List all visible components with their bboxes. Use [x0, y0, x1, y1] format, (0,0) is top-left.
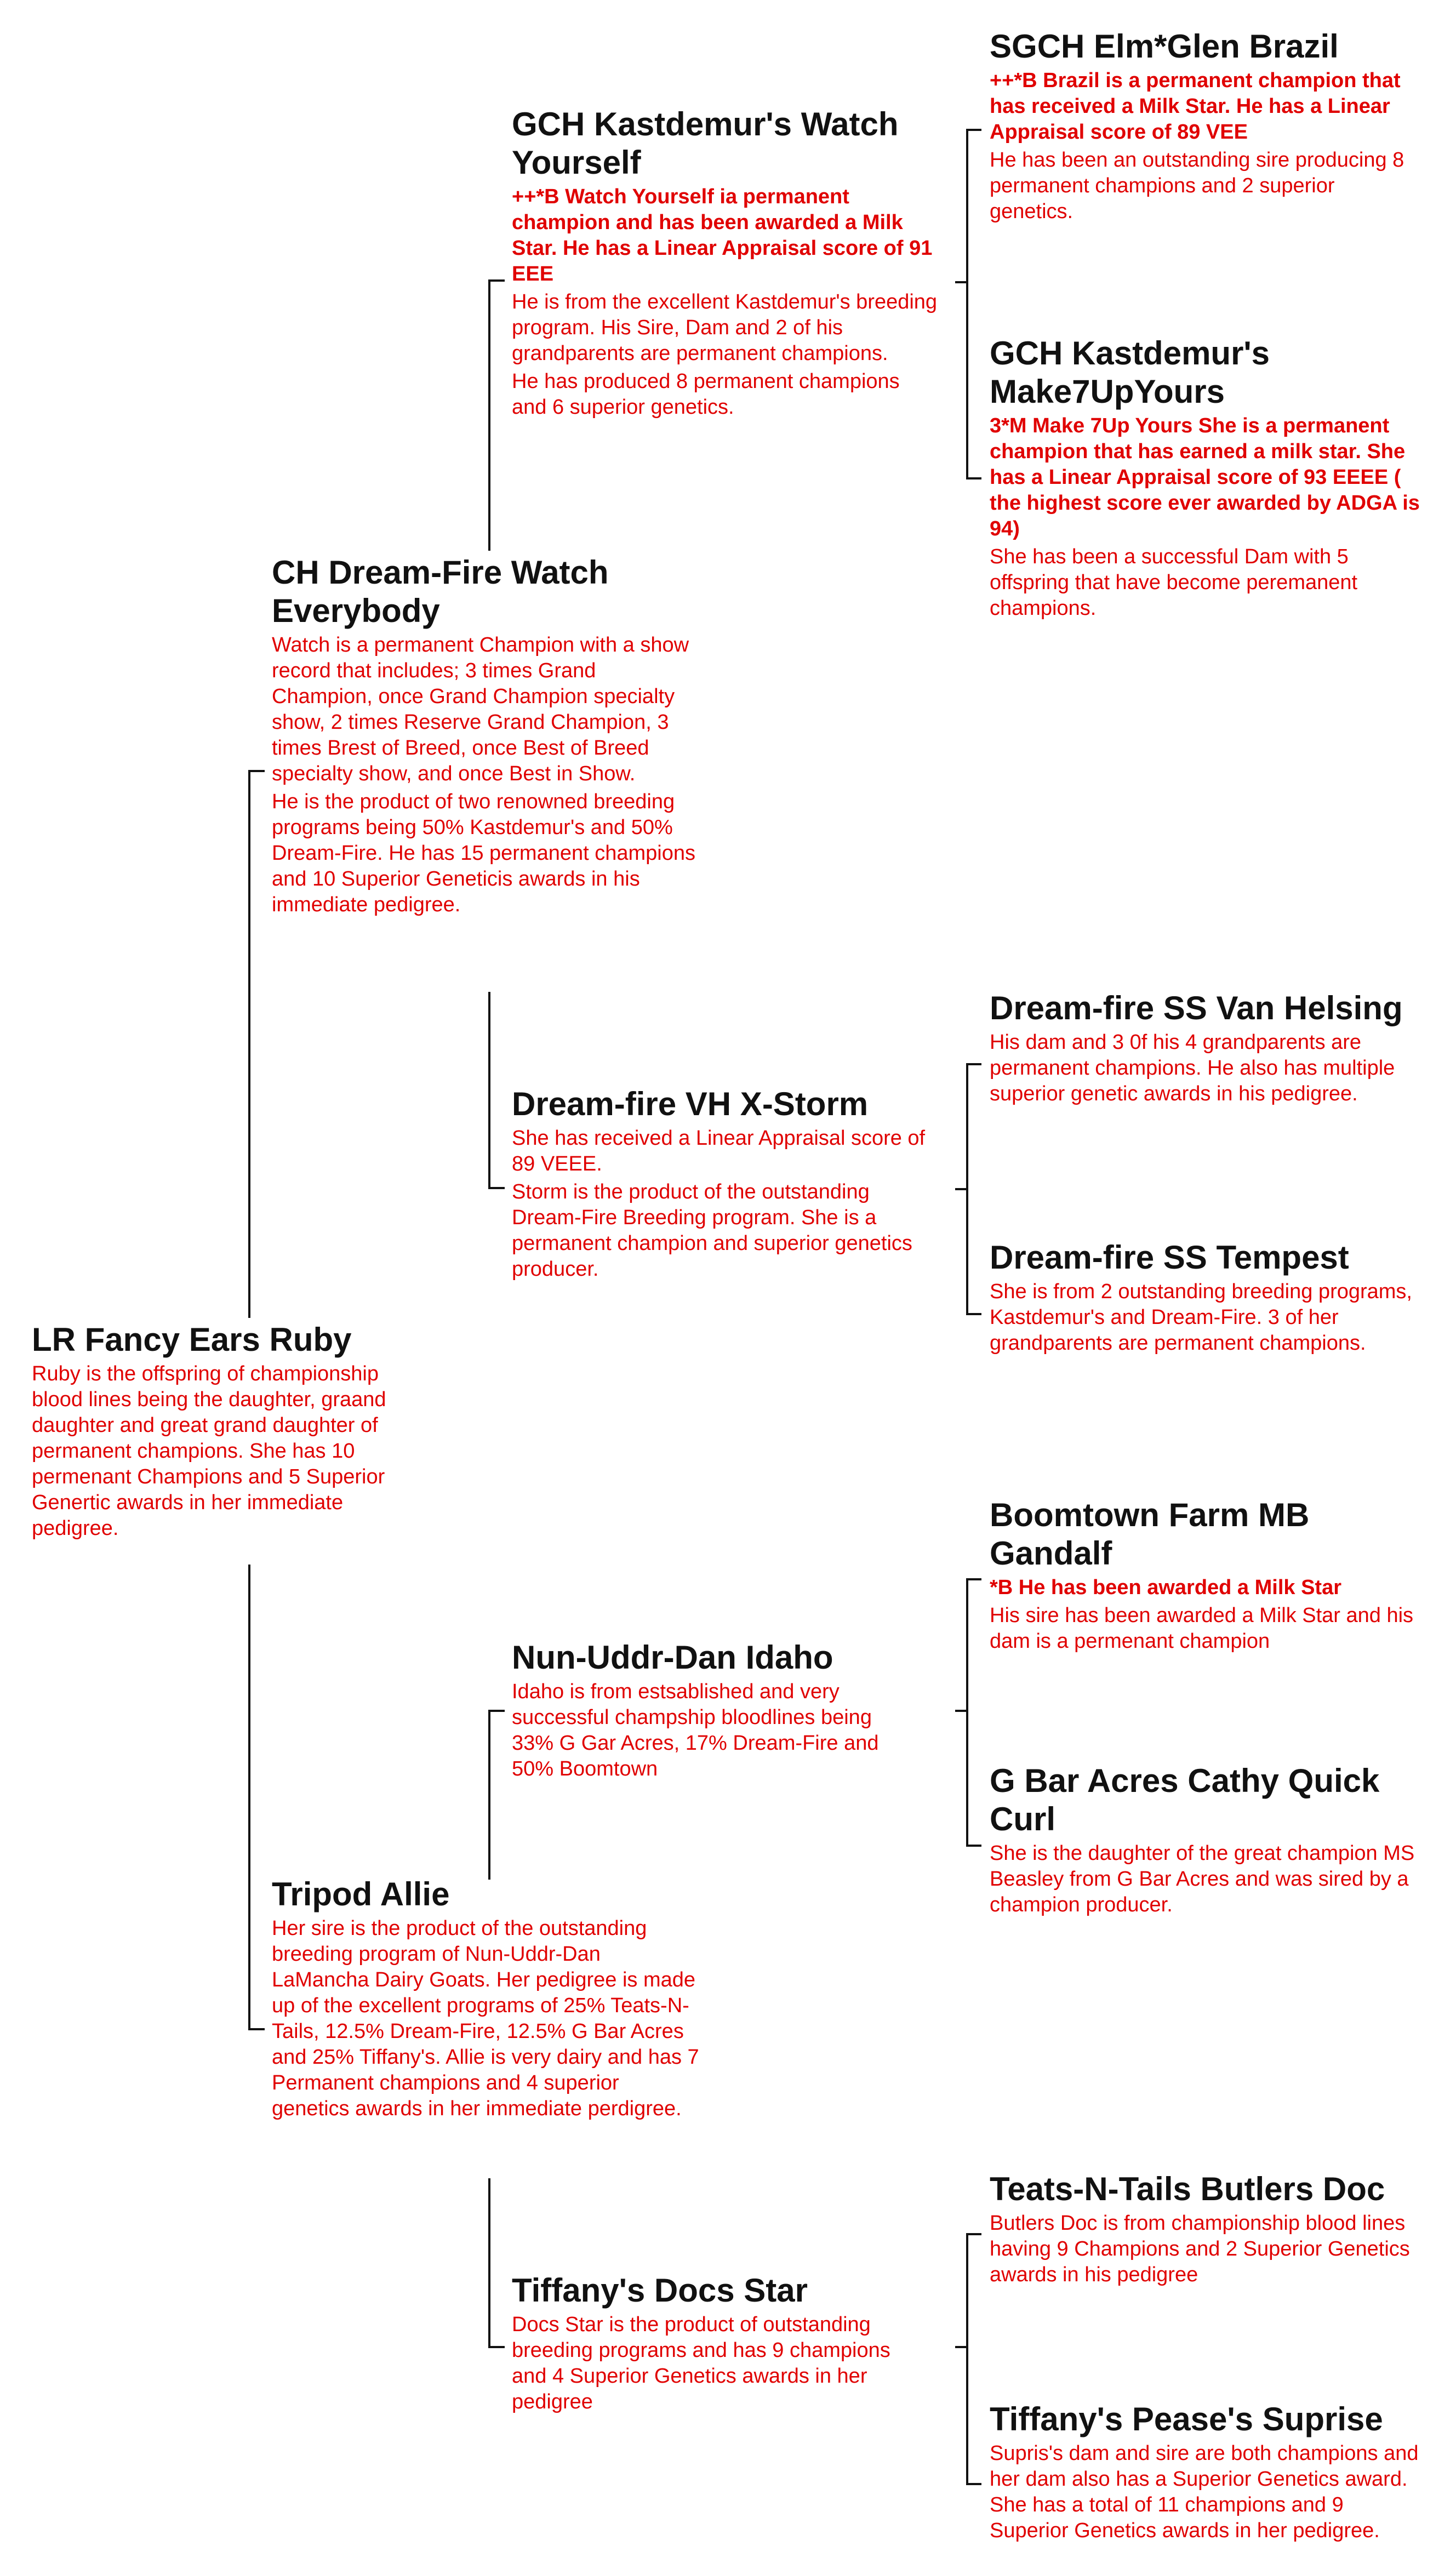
- sd-sire-name: Dream-fire SS Van Helsing: [990, 990, 1403, 1026]
- bracket-sire-dam-tick: [488, 1187, 505, 1189]
- dam-sire-name: Nun-Uddr-Dan Idaho: [512, 1639, 833, 1676]
- bracket-ss: [966, 129, 968, 479]
- pedigree-dd-dam: [990, 2400, 1423, 2544]
- stub-dam-sire: [955, 1710, 966, 1712]
- sire-sire-name: GCH Kastdemur's Watch Yourself: [512, 106, 899, 181]
- ss-sire-name: SGCH Elm*Glen Brazil: [990, 28, 1339, 65]
- sire-sire-award: ++*B Watch Yourself ia permanent champion and has been awarded a Milk Star. He has a Linear Appraisal score of 91 EEE: [512, 185, 933, 286]
- dd-dam-name: Tiffany's Pease's Suprise: [990, 2401, 1383, 2437]
- pedigree-sire-dam: [512, 1085, 939, 1282]
- pedigree-dam: [272, 1875, 699, 2122]
- ss-dam-name: GCH Kastdemur's Make7UpYours: [990, 335, 1270, 410]
- bracket-sd-bottom: [966, 1313, 981, 1315]
- pedigree-ss-dam: [990, 334, 1423, 621]
- sd-dam-description: She is from 2 outstanding breeding programs, Kastdemur's and Dream-Fire. 3 of her grandparents are permanent champions.: [990, 1280, 1412, 1355]
- pedigree-dam-sire: [512, 1638, 917, 1782]
- ds-sire-name: Boomtown Farm MB Gandalf: [990, 1497, 1310, 1572]
- sire-name: CH Dream-Fire Watch Everybody: [272, 554, 609, 629]
- dam-description: Her sire is the product of the outstanding breeding program of Nun-Uddr-Dan LaMancha Dairy Goats. Her pedigree is made up of the excellent programs of 25% Teats-N-Tails, 12.5% Dream-Fire, 12.5% G Bar Acres and 25% Tiffany's. Allie is very dairy and has 7 Permanent champions and 4 superior genetics awards in her immediate perdigree.: [272, 1917, 699, 2120]
- pedigree-ss-sire: [990, 27, 1423, 225]
- bracket-sd: [966, 1063, 968, 1315]
- sire-description-2: He is the product of two renowned breeding programs being 50% Kastdemur's and 50% Dream-Fire. He has 15 permanent champions and 10 Superior Geneticis awards in his immediate pedigree.: [272, 790, 696, 916]
- dam-name: Tripod Allie: [272, 1876, 450, 1912]
- sire-sire-description-1: He is from the excellent Kastdemur's breeding program. His Sire, Dam and 2 of his grandparents are permanent champions.: [512, 290, 938, 365]
- sire-dam-description-2: Storm is the product of the outstanding Dream-Fire Breeding program. She is a permanent champion and superior genetics producer.: [512, 1180, 912, 1281]
- stub-dam-dam: [955, 2346, 966, 2348]
- bracket-dam-sire-tick: [488, 1710, 505, 1712]
- dd-sire-name: Teats-N-Tails Butlers Doc: [990, 2171, 1385, 2207]
- bracket-sire-tick: [248, 770, 265, 772]
- ss-sire-award: ++*B Brazil is a permanent champion that has received a Milk Star. He has a Linear Appraisal score of 89 VEE: [990, 69, 1401, 144]
- dam-dam-description: Docs Star is the product of outstanding breeding programs and has 9 champions and 4 Superior Genetics awards in her pedigree: [512, 2313, 890, 2413]
- ds-dam-description: She is the daughter of the great champion MS Beasley from G Bar Acres and was sired by a champion producer.: [990, 1842, 1415, 1916]
- stub-sire-dam: [955, 1188, 966, 1190]
- sire-dam-name: Dream-fire VH X-Storm: [512, 1086, 869, 1122]
- connector-dam-to-dam-sire: [488, 1710, 490, 1880]
- sire-sire-description-2: He has produced 8 permanent champions and 6 superior genetics.: [512, 370, 900, 419]
- ds-dam-name: G Bar Acres Cathy Quick Curl: [990, 1762, 1380, 1837]
- bracket-ds: [966, 1578, 968, 1847]
- ss-dam-description: She has been a successful Dam with 5 offspring that have become peremanent champions.: [990, 545, 1358, 620]
- connector-subject-to-sire: [248, 770, 250, 1318]
- dd-sire-description: Butlers Doc is from championship blood lines having 9 Champions and 2 Superior Genetics awards in his pedigree: [990, 2212, 1410, 2286]
- pedigree-sire-sire: [512, 105, 939, 420]
- bracket-ss-bottom: [966, 477, 981, 479]
- pedigree-ds-dam: [990, 1762, 1423, 1918]
- bracket-dd-top: [966, 2233, 981, 2235]
- bracket-sd-top: [966, 1063, 981, 1065]
- pedigree-sd-sire: [990, 989, 1423, 1107]
- subject-name: LR Fancy Ears Ruby: [32, 1321, 352, 1358]
- sd-sire-description: His dam and 3 0f his 4 grandparents are permanent champions. He also has multiple superior genetic awards in his pedigree.: [990, 1031, 1395, 1105]
- connector-sire-to-sire-dam: [488, 992, 490, 1189]
- ss-sire-description: He has been an outstanding sire producing 8 permanent champions and 2 superior genetics.: [990, 149, 1404, 223]
- pedigree-dd-sire: [990, 2170, 1423, 2288]
- bracket-sire-sire-tick: [488, 279, 505, 282]
- bracket-dd-bottom: [966, 2483, 981, 2485]
- dam-sire-description: Idaho is from estsablished and very successful champship bloodlines being 33% G Gar Acres, 17% Dream-Fire and 50% Boomtown: [512, 1680, 879, 1780]
- pedigree-sire: [272, 553, 699, 918]
- pedigree-ds-sire: [990, 1496, 1423, 1654]
- subject-description: Ruby is the offspring of championship blood lines being the daughter, graand daughter and great grand daughter of permanent champions. She has 10 permenant Champions and 5 Superior Genertic awards in her immediate pedigree.: [32, 1362, 386, 1540]
- connector-sire-to-sire-sire: [488, 279, 490, 551]
- pedigree-subject: [32, 1321, 415, 1542]
- bracket-ds-bottom: [966, 1845, 981, 1847]
- ds-sire-description: His sire has been awarded a Milk Star and his dam is a permenant champion: [990, 1604, 1414, 1653]
- connector-subject-to-dam: [248, 1565, 250, 2030]
- sire-dam-description-1: She has received a Linear Appraisal score of 89 VEEE.: [512, 1127, 926, 1175]
- bracket-dam-tick: [248, 2028, 265, 2030]
- ss-dam-award: 3*M Make 7Up Yours She is a permanent champion that has earned a milk star. She has a Linear Appraisal score of 93 EEEE ( the highest score ever awarded by ADGA is 94): [990, 414, 1420, 540]
- pedigree-dam-dam: [512, 2271, 917, 2415]
- connector-dam-to-dam-dam: [488, 2178, 490, 2348]
- pedigree-sd-dam: [990, 1238, 1423, 1356]
- sire-description-1: Watch is a permanent Champion with a show record that includes; 3 times Grand Champion, once Grand Champion specialty show, 2 times Reserve Grand Champion, 3 times Brest of Breed, once Best of Breed specialty show, and once Best in Show.: [272, 633, 689, 785]
- bracket-dd: [966, 2233, 968, 2485]
- bracket-dam-dam-tick: [488, 2346, 505, 2348]
- ds-sire-award: *B He has been awarded a Milk Star: [990, 1576, 1342, 1599]
- dd-dam-description: Supris's dam and sire are both champions and her dam also has a Superior Genetics award. She has a total of 11 champions and 9 Superior Genetics awards in her pedigree.: [990, 2442, 1419, 2542]
- bracket-ss-top: [966, 129, 981, 131]
- bracket-ds-top: [966, 1578, 981, 1580]
- stub-sire-sire: [955, 281, 966, 283]
- dam-dam-name: Tiffany's Docs Star: [512, 2272, 808, 2309]
- sd-dam-name: Dream-fire SS Tempest: [990, 1239, 1349, 1276]
